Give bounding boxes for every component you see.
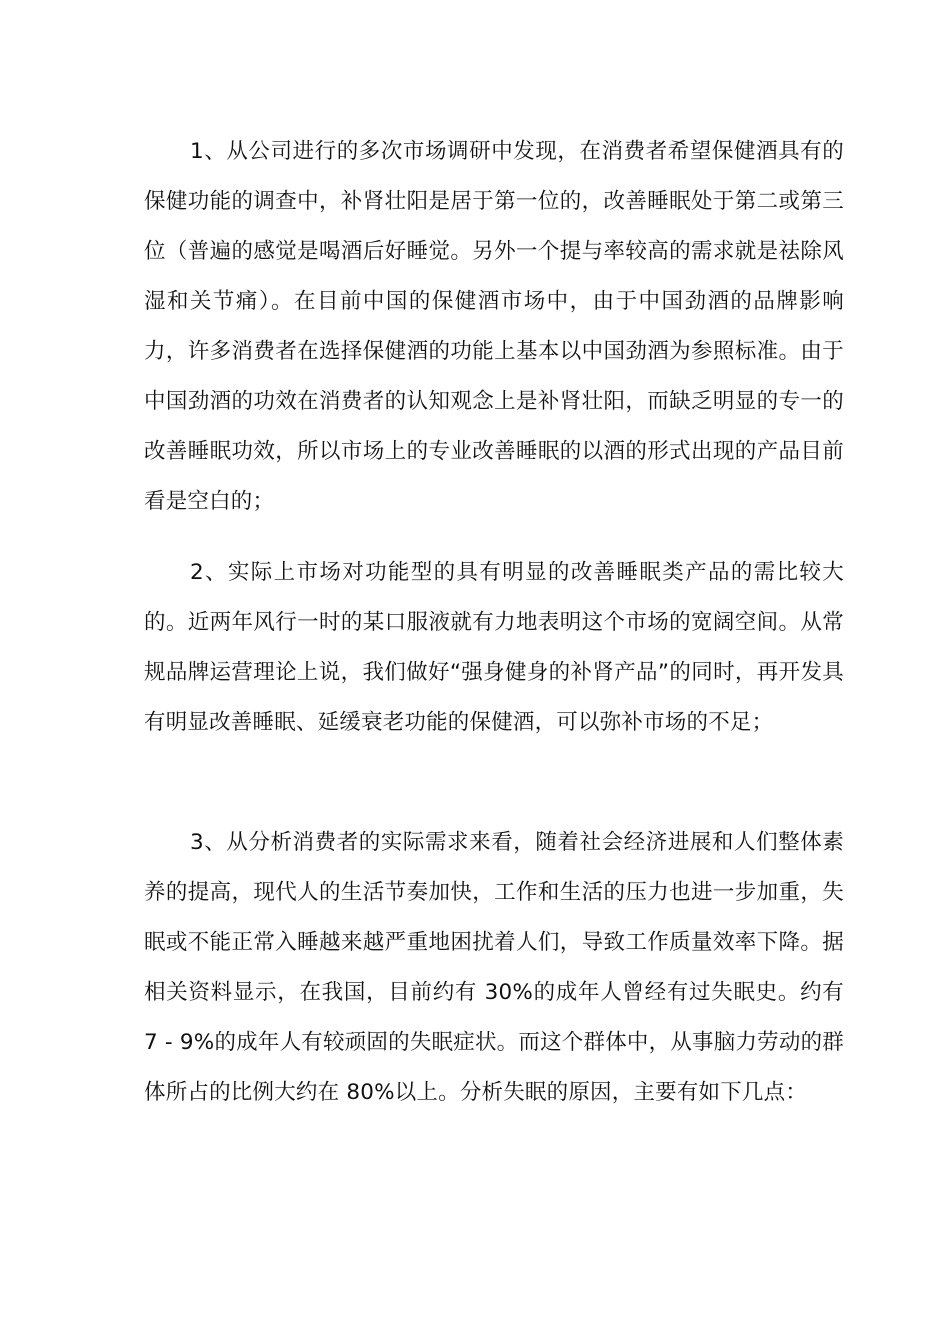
- paragraph-3: 3、从分析消费者的实际需求来看，随着社会经济进展和人们整体素养的提高，现代人的生活节奏加快，工作和生活的压力也进一步加重，失眠或不能正常入睡越来越严重地困扰着人们，导致工作质量效率下降。据相关资料显示，在我国，目前约有 30%的成年人曾经有过失眠史。约有 7 - 9%的成年人有较顽固的失眠症状。而这个群体中，从事脑力劳动的群体所占的比例大约在 80%以上。分析失眠的原因，主要有如下几点：: [144, 830, 844, 1105]
- paragraph-1: 1、从公司进行的多次市场调研中发现，在消费者希望保健酒具有的保健功能的调查中，补肾壮阳是居于第一位的，改善睡眠处于第二或第三位（普遍的感觉是喝酒后好睡觉。另外一个提与率较高的需求就是祛除风湿和关节痛）。在目前中国的保健酒市场中，由于中国劲酒的品牌影响力，许多消费者在选择保健酒的功能上基本以中国劲酒为参照标准。由于中国劲酒的功效在消费者的认知观念上是补肾壮阳，而缺乏明显的专一的改善睡眠功效，所以市场上的专业改善睡眠的以酒的形式出现的产品目前看是空白的；: [144, 139, 844, 514]
- paragraph-2: 2、实际上市场对功能型的具有明显的改善睡眠类产品的需比较大的。近两年风行一时的某口服液就有力地表明这个市场的宽阔空间。从常规品牌运营理论上说，我们做好“强身健身的补肾产品”的同时，再开发具有明显改善睡眠、延缓衰老功能的保健酒，可以弥补市场的不足；: [144, 560, 844, 735]
